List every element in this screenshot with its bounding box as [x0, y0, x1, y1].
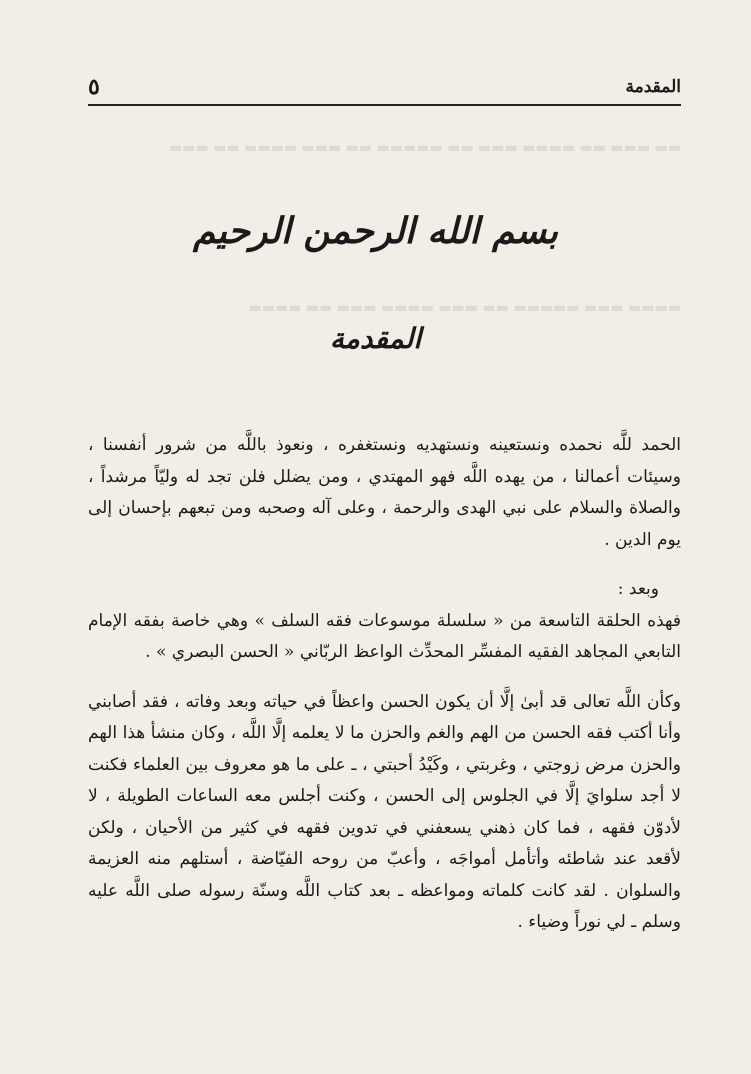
section-heading: المقدمة: [329, 322, 422, 355]
bleed-through: ▬▬ ▬▬▬ ▬▬ ▬▬▬▬ ▬▬▬ ▬▬ ▬▬▬▬▬ ▬▬ ▬▬▬ ▬▬▬▬ ▬▬ ▬▬▬: [169, 140, 681, 156]
paragraph-series: فهذه الحلقة التاسعة من « سلسلة موسوعات فقه السلف » وهي خاصة بفقه الإمام التابعي المجاهد الفقيه المفسِّر المحدِّث الواعظ الربّاني « الحسن البصري » .: [88, 610, 681, 662]
basmala: بسم الله الرحمن الرحيم: [192, 210, 559, 252]
bleed-through: ▬▬▬▬ ▬▬▬ ▬▬▬▬▬ ▬▬ ▬▬▬ ▬▬▬▬ ▬▬▬ ▬▬ ▬▬▬▬: [248, 300, 681, 316]
wa-baad-heading: وبعد :: [617, 579, 659, 599]
page-header: [88, 74, 681, 102]
running-title: المقدمة: [625, 77, 681, 97]
body-text: [88, 430, 681, 939]
header-rule: [88, 104, 681, 106]
paragraph-praise: الحمد للَّه نحمده ونستعينه ونستهديه ونستغفره ، ونعوذ باللَّه من شرور أنفسنا ، وسيئات أعمالنا ، من يهده اللَّه فهو المهتدي ، ومن يضلل فلن تجد له وليّاً مرشداً ، والصلاة والسلام على نبي الهدى والرحمة ، وعلى آله وصحبه ومن تبعهم بإحسان إلى يوم الدين .: [88, 435, 681, 550]
paragraph-gap: [88, 669, 681, 687]
paragraph-gap: [88, 556, 681, 574]
paragraph-story: وكأن اللَّه تعالى قد أبىٰ إلَّا أن يكون الحسن واعظاً في حياته وبعد وفاته ، فقد أصابني وأنا أكتب فقه الحسن من الهم والغم والحزن ما لا يعلمه إلَّا اللَّه ، وكان منشأ هذا الهم والحزن مرض زوجتي ، وغربتي ، وكَيْدُ أحبتي ، ـ على ما هو معروف بين العلماء فكنت لا أجد سلوايَ إلَّا في الجلوس إلى الحسن ، وكنت أجلس معه الساعات الطويلة ، لا لأدوّن فقهه ، فما كان ذهني يسعفني في تدوين فقهه في كثير من الأحيان ، ولكن لأقعد عند شاطئه وأتأمل أمواجَه ، وأعبّ من روحه الفيّاضة ، أستلهم منه العزيمة والسلوان . لقد كانت كلماته ومواعظه ـ بعد كتاب اللَّه وسنّة رسوله صلى اللَّه عليه وسلم ـ لي نوراً وضياء .: [88, 691, 681, 932]
page-number: ٥: [88, 74, 100, 100]
